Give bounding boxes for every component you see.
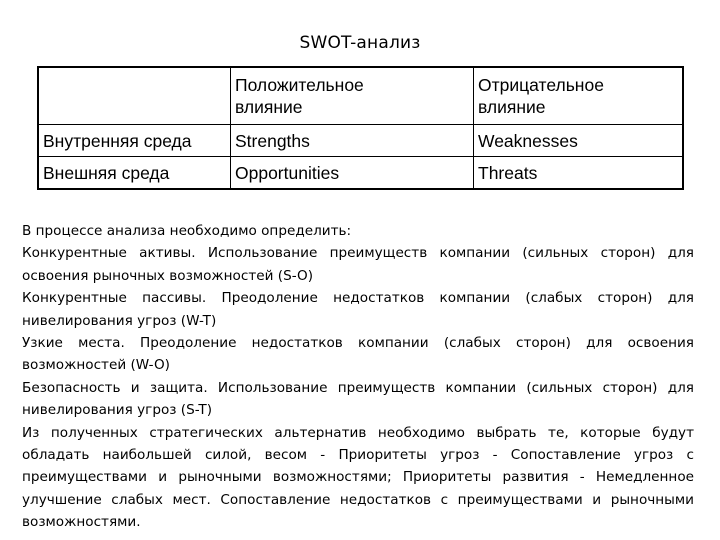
row-label-internal: Внутренняя среда: [38, 125, 231, 157]
page-title: SWOT-анализ: [299, 33, 421, 53]
header-cell-empty: [38, 67, 231, 125]
row-label-external: Внешняя среда: [38, 157, 231, 190]
table-header-row: [38, 67, 683, 125]
list-item: Узкие места. Преодоление недостатков компании (слабых сторон) для освоения возможностей (W-O): [22, 335, 694, 374]
header-cell-positive: [231, 67, 474, 125]
conclusion-paragraph: Из полученных стратегических альтернатив необходимо выбрать те, которые будут обладать наибольшей силой, весом - Приоритеты угроз - Сопоставление угроз с преимуществами и рыночными возможностями; Приоритеты развития - Немедленное улучшение слабых мест. Сопоставление недостатков с преимуществами и рыночными возможностями.: [22, 424, 694, 531]
cell-weaknesses: Weaknesses: [474, 125, 684, 157]
list-item: Конкурентные активы. Использование преимуществ компании (сильных сторон) для освоения рыночных возможностей (S-O): [22, 245, 694, 284]
header-negative-label: Отрицательное влияние: [478, 75, 604, 117]
header-cell-negative: [474, 67, 684, 125]
cell-strengths: Strengths: [231, 125, 474, 157]
header-positive-label: Положительное влияние: [235, 75, 364, 117]
list-item: Безопасность и защита. Использование преимуществ компании (сильных сторон) для нивелирования угроз (S-T): [22, 379, 694, 419]
cell-opportunities: Opportunities: [231, 157, 474, 190]
analysis-text: [22, 220, 694, 534]
intro-paragraph: В процессе анализа необходимо определить:: [22, 223, 352, 239]
swot-table: [37, 66, 684, 190]
table-row: [38, 125, 683, 157]
list-item: Конкурентные пассивы. Преодоление недостатков компании (слабых сторон) для нивелирования угроз (W-T): [22, 290, 694, 329]
cell-threats: Threats: [474, 157, 684, 190]
table-row: [38, 157, 683, 190]
